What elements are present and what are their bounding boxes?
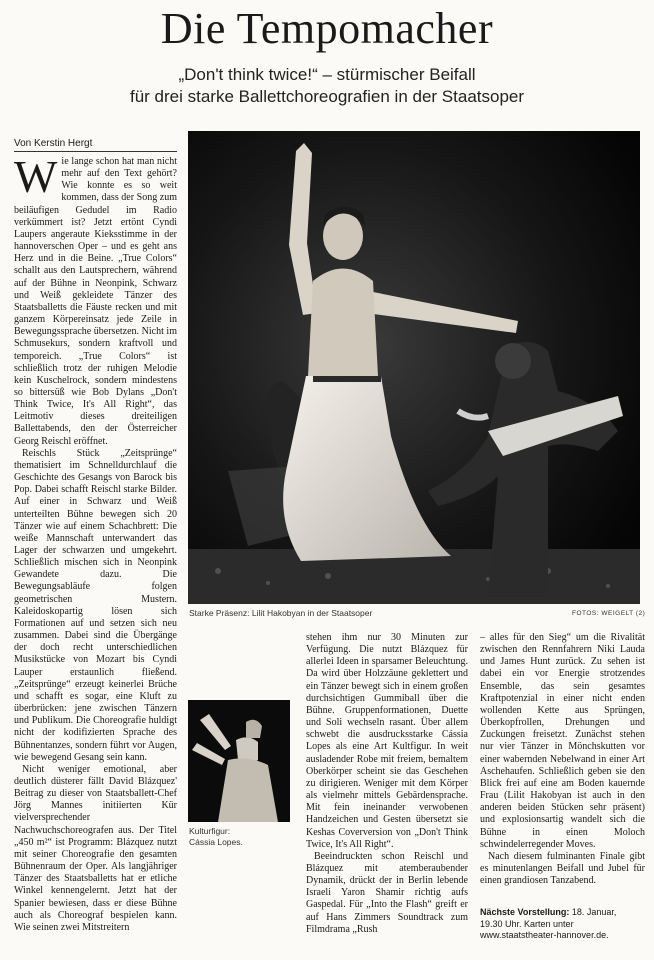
headline: Die Tempomacher xyxy=(160,4,494,53)
main-photo xyxy=(188,131,640,604)
paragraph-1: Wie lange schon hat man nicht mehr auf den Text gehört? Wie konnte es so weit kommen, dass der Song zum beiläufigen Gedudel im Radio verkümmert ist? Jetzt ertönt Cyndi Laupers angeraute Kieksstimme in der hannoverschen Oper – und es geht ans Herz und in die Beine. „True Colors“ schallt aus den Lautsprechern, während auf der Bühne in Neonpink, Schwarz und Weiß gekleidete Tänzer des Staatsballetts die Fäuste recken und mit ganzem Körpereinsatz jede Zeile in Bewegungssprache übersetzen. Nicht im Schmusekurs, sondern kraftvoll und temporeich. „True Colors“ ist schließlich trotz der ruhigen Melodie kein Kuschelrock, sondern mindestens so bittersüß wie Bob Dylans „Don't Think Twice, It's All Right“, das Leitmotiv dieses dreiteiligen Ballettabends, den der Österreicher Georg Reischl eröffnet. xyxy=(14,156,177,447)
paragraph-5: Beeindruckten schon Reischl und Blázquez mit atemberaubender Dynamik, drückt der in Berlin lebende Israeli Yaron Shamir richtig aufs Gaspedal. Für „Into the Flash“ greift er auf Hans Zimmers Soundtrack zum Filmdrama „Rush xyxy=(306,850,468,935)
main-photo-caption: Starke Präsenz: Lilit Hakobyan in der Staatsoper xyxy=(189,608,373,618)
subhead-line-1: „Don't think twice!“ – stürmischer Beifall xyxy=(178,65,476,84)
info-website-link[interactable]: www.staatstheater-hannover.de. xyxy=(480,930,609,940)
info-date: 18. Januar, xyxy=(569,907,617,917)
small-photo xyxy=(188,700,290,822)
paragraph-6: – alles für den Sieg“ um die Rivalität zwischen den Rennfahrern Niki Lauda und James Hunt zurück. Zu sehen ist dabei ein vor Energie strotzendes Ensemble, das sein gesamtes Kraftpotenzial in einer nicht enden wollenden Kette aus Sprüngen, Überkopfrollen, Drehungen und Zuckungen freisetzt. Zunächst stehen nur vier Tänzer in Mönchskutten vor einer wabernden Nebelwand in einer Art Aschehaufen. Schließlich geben sie den Blick frei auf eine am Boden kauernde Frau (Lilit Hakobyan ist auch in den anderen beiden Stücken sehr präsent) und explosionsartig wandelt sich die Bühne in einen Moloch schwindelerregender Moves. xyxy=(480,632,645,850)
small-caption-line-1: Kulturfigur: xyxy=(189,826,231,836)
small-photo-caption xyxy=(189,826,243,848)
info-time: 19.30 Uhr. Karten unter xyxy=(480,918,574,929)
paragraph-2: Reischls Stück „Zeitsprünge“ thematisiert im Schnelldurchlauf die Geschichte des Gesangs von Barock bis Pop. Dabei schafft Reischl starke Bilder. Auf einer in Schwarz und Weiß unterteilten Bühne bewegen sich 20 Tänzer wie auf einem Schachbrett: Die weiße Mannschaft unterwandert das Lager der schwarzen und umgekehrt. Schließlich mischen sich in Neonpink Gewandete dazu. Die Bewegungsabläufe folgen geometrischen Mustern. Kaleidoskopartig lösen sich Formationen auf und setzen sich neu zusammen. Dabei sind die Übergänge der doch recht unterschiedlichen Musikstücke von Mozart bis Cyndi Lauper erstaunlich fließend. „Zeitsprünge“ erzeugt keinerlei Brüche und schafft es sogar, eine Kluft zu überbrücken: jene zwischen Tänzern und Publikum. Die Choreografie huldigt nicht der kodifizierten Sprache des Bühnentanzes, sondern führt vor Augen, wie bewegend Gesang sein kann. xyxy=(14,447,177,763)
next-performance-info xyxy=(480,907,645,942)
small-caption-line-2: Cássia Lopes. xyxy=(189,837,243,847)
main-photo-credit: FOTOS: WEIGELT (2) xyxy=(572,610,646,617)
paragraph-3: Nicht weniger emotional, aber deutlich düsterer fällt David Blázquez' Beitrag zu dieser von Staatsballett-Chef Jörg Mannes initiierten Kür vielversprechender Nachwuchschoreografen aus. Der Titel „450 m²“ ist Programm: Blázquez nutzt mit seiner Choreografie den gesamten Bühnenraum der Oper. Als langjähriger Tänzer des Staatsballetts hat er etliche Winkel kennengelernt. Jetzt hat der Spanier bewiesen, dass er diese Bühne auch als Choreograf bespielen kann. Wie seinen zwei Mitstreitern xyxy=(14,763,177,933)
article-column-4 xyxy=(480,632,645,902)
byline: Von Kerstin Hergt xyxy=(14,138,93,149)
byline-rule xyxy=(14,151,177,152)
article-column-3 xyxy=(306,632,468,957)
info-label: Nächste Vorstellung: xyxy=(480,907,570,917)
subheadline xyxy=(40,64,614,108)
paragraph-7: Nach diesem fulminanten Finale gibt es minutenlangen Beifall und Jubel für einen grandiosen Tanzabend. xyxy=(480,850,645,887)
subhead-line-2: für drei starke Ballettchoreografien in der Staatsoper xyxy=(129,87,525,106)
article-column-1 xyxy=(14,156,177,956)
drop-cap: W xyxy=(14,156,58,202)
paragraph-4: stehen ihm nur 30 Minuten zur Verfügung. Die nutzt Blázquez für allerlei Ideen in sparsamer Beleuchtung. Da wird über Holzzäune geklettert und ein Tänzer bewegt sich in einem großen durchsichtigen Gummiball über die Bühne. Gruppenformationen, Duette und Soli wechseln rasant. Über allem schwebt die ausdrucksstarke Cássia Lopes als eine Art Kultfigur. In weit ausladender Robe mit freiem, bemaltem Oberkörper scheint sie das Geschehen zu dirigieren. Weniger mit dem Körper als vielmehr mittels Gebärdensprache. Mit fein ineinander verwobenen Handzeichen und Gesten übersetzt sie Keshas Coverversion von „Don't Think Twice, It's All Right“. xyxy=(306,632,468,850)
